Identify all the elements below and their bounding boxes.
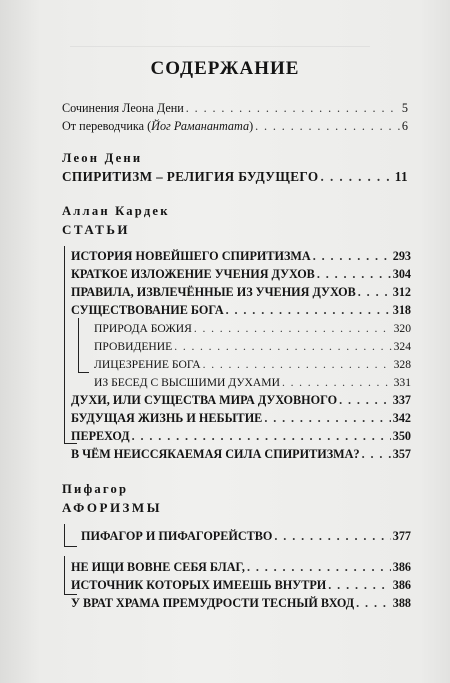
toc-subentry: [94, 321, 411, 336]
toc-entry: [81, 529, 411, 544]
toc-entry: [71, 560, 411, 575]
toc-entry-title: ИСТОРИЯ НОВЕЙШЕГО СПИРИТИЗМА: [71, 249, 311, 263]
toc-entry: [71, 411, 411, 426]
toc-entry-title: ПИФАГОР И ПИФАГОРЕЙСТВО: [81, 529, 273, 543]
toc-entry: [71, 267, 411, 282]
author-name: Аллан Кардек: [62, 204, 170, 218]
toc-entry-page: 328: [393, 358, 411, 371]
toc-entry-page: 312: [392, 285, 411, 299]
toc-entry-title: Сочинения Леона Дени: [62, 101, 184, 115]
toc-entry-page: 350: [392, 429, 411, 443]
toc-leader-dots: [255, 119, 400, 134]
section-heading: АФОРИЗМЫ: [62, 500, 162, 515]
toc-entry: [62, 101, 408, 116]
toc-entry-page: 304: [392, 267, 411, 281]
toc-entry: [71, 596, 411, 611]
toc-subentry: [94, 375, 411, 390]
toc-entry-title: От переводчика (Йог Раманантата): [62, 119, 254, 133]
toc-entry-page: 331: [393, 376, 411, 389]
toc-entry-page: 318: [392, 303, 411, 317]
toc-leader-dots: [186, 101, 400, 116]
toc-entry-page: 388: [392, 596, 411, 610]
toc-leader-dots: [203, 357, 392, 372]
toc-entry-title: КРАТКОЕ ИЗЛОЖЕНИЕ УЧЕНИЯ ДУХОВ: [71, 267, 315, 281]
toc-leader-dots: [313, 249, 391, 264]
toc-leader-dots: [194, 321, 392, 336]
toc-entry-page: 337: [392, 393, 411, 407]
toc-leader-dots: [226, 303, 391, 318]
toc-entry: [71, 447, 411, 462]
author-name: Леон Дени: [62, 151, 143, 165]
toc-entry: [71, 285, 411, 300]
toc-entry-page: 5: [401, 101, 408, 115]
bleed-through-shadow: [70, 36, 370, 47]
toc-leader-dots: [174, 339, 391, 354]
page-title: СОДЕРЖАНИЕ: [150, 58, 300, 79]
toc-entry: [71, 249, 411, 264]
toc-entry-title: ПЕРЕХОД: [71, 429, 130, 443]
toc-entry: [71, 429, 411, 444]
toc-entry-title: СУЩЕСТВОВАНИЕ БОГА: [71, 303, 224, 317]
toc-entry-title: ПРОВИДЕНИЕ: [94, 340, 173, 353]
toc-leader-dots: [362, 447, 391, 462]
toc-entry: [71, 393, 411, 408]
toc-entry-title: СПИРИТИЗМ – РЕЛИГИЯ БУДУЩЕГО: [62, 169, 319, 184]
toc-leader-dots: [247, 560, 391, 575]
toc-leader-dots: [328, 578, 390, 593]
toc-leader-dots: [132, 429, 391, 444]
toc-entry: [71, 303, 411, 318]
toc-entry-title: В ЧЁМ НЕИССЯКАЕМАЯ СИЛА СПИРИТИЗМА?: [71, 447, 360, 461]
toc-entry-title: У ВРАТ ХРАМА ПРЕМУДРОСТИ ТЕСНЫЙ ВХОД: [71, 596, 355, 610]
toc-leader-dots: [264, 411, 390, 426]
toc-subentry: [94, 339, 411, 354]
section-heading: СТАТЬИ: [62, 222, 131, 237]
toc-entry-title: НЕ ИЩИ ВОВНЕ СЕБЯ БЛАГ,: [71, 560, 245, 574]
toc-leader-dots: [274, 529, 390, 544]
toc-entry-title: ЛИЦЕЗРЕНИЕ БОГА: [94, 358, 201, 371]
toc-entry-page: 386: [392, 578, 411, 592]
toc-entry-title: ИСТОЧНИК КОТОРЫХ ИМЕЕШЬ ВНУТРИ: [71, 578, 327, 592]
author-name: Пифагор: [62, 482, 129, 496]
toc-leader-dots: [317, 267, 391, 282]
toc-entry-page: 324: [393, 340, 411, 353]
toc-entry: [71, 578, 411, 593]
toc-entry-title: ИЗ БЕСЕД С ВЫСШИМИ ДУХАМИ: [94, 376, 280, 389]
toc-entry: [62, 119, 408, 134]
toc-entry-page: 320: [393, 322, 411, 335]
toc-entry-page: 377: [392, 529, 411, 543]
toc-entry-page: 342: [392, 411, 411, 425]
toc-entry-page: 386: [392, 560, 411, 574]
toc-entry-page: 6: [401, 119, 408, 133]
toc-entry-page: 293: [392, 249, 411, 263]
toc-entry: [62, 169, 408, 184]
section-bracket: [64, 524, 77, 547]
toc-leader-dots: [282, 375, 392, 390]
toc-entry-page: 11: [394, 169, 408, 184]
toc-leader-dots: [321, 169, 393, 184]
toc-entry-title: ДУХИ, ИЛИ СУЩЕСТВА МИРА ДУХОВНОГО: [71, 393, 338, 407]
toc-leader-dots: [358, 285, 391, 300]
toc-entry-title: ПРАВИЛА, ИЗВЛЕЧЁННЫЕ ИЗ УЧЕНИЯ ДУХОВ: [71, 285, 356, 299]
toc-subentry: [94, 357, 411, 372]
subsection-bracket: [78, 318, 89, 373]
toc-leader-dots: [339, 393, 391, 408]
toc-entry-page: 357: [392, 447, 411, 461]
toc-entry-title: ПРИРОДА БОЖИЯ: [94, 322, 192, 335]
toc-leader-dots: [356, 596, 391, 611]
toc-entry-title: БУДУЩАЯ ЖИЗНЬ И НЕБЫТИЕ: [71, 411, 263, 425]
